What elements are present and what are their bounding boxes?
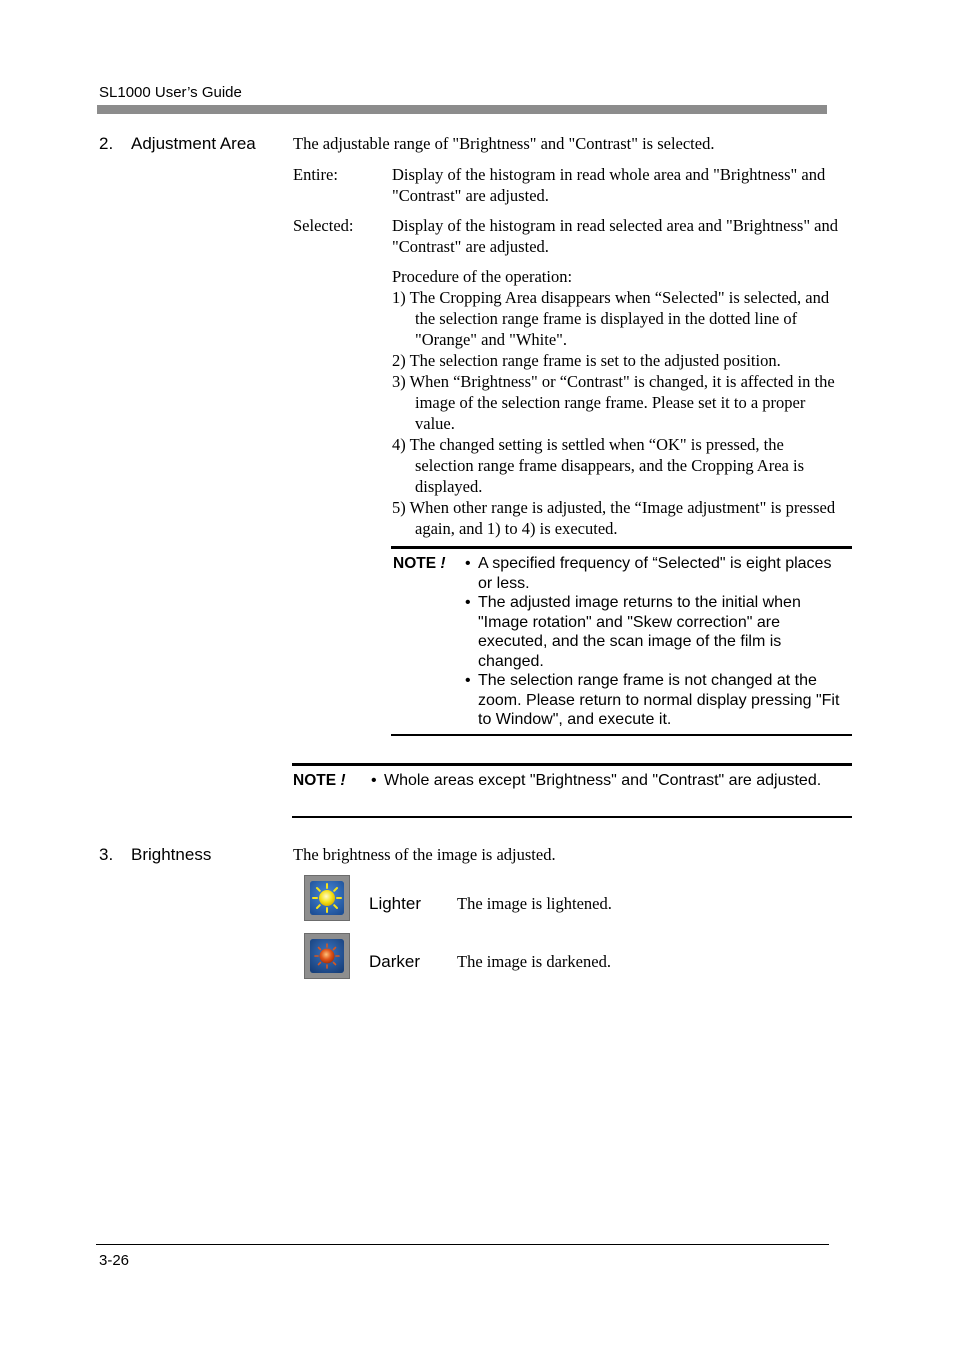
header-rule [97, 105, 827, 114]
section-3-number: 3. [99, 845, 114, 864]
procedure-step-2: 2) The selection range frame is set to the adjusted position. [392, 351, 781, 370]
inner-note-item: • The adjusted image returns to the initial when "Image rotation" and "Skew correction" are executed, and the scan image of the film is changed. [465, 594, 801, 670]
lighter-label: Lighter [369, 894, 421, 913]
footer-rule [96, 1244, 829, 1245]
darker-button[interactable] [304, 933, 350, 979]
procedure-heading: Procedure of the operation: [392, 267, 573, 286]
entire-description: Display of the histogram in read whole area and "Brightness" and "Contrast" are adjusted. [392, 165, 826, 205]
procedure-step-5: 5) When other range is adjusted, the “Image adjustment" is pressed again, and 1) to 4) is executed. [392, 498, 836, 538]
section-2-number: 2. [99, 134, 114, 153]
procedure-step-3: 3) When “Brightness" or “Contrast" is changed, it is affected in the image of the selection range frame. Please set it to a proper value. [392, 372, 835, 433]
section-2-intro: The adjustable range of "Brightness" and "Contrast" is selected. [293, 134, 715, 153]
section-3-title: Brightness [131, 845, 212, 864]
lighter-description: The image is lightened. [457, 894, 612, 913]
running-header: SL1000 User’s Guide [99, 84, 242, 101]
inner-note-list [465, 554, 840, 730]
sun-dark-icon [310, 939, 344, 973]
page-number: 3-26 [99, 1252, 130, 1269]
procedure-block [392, 266, 844, 539]
procedure-step-4: 4) The changed setting is settled when “OK" is pressed, the selection range frame disappears, and the Cropping Area is displayed. [392, 435, 804, 496]
section-2-title: Adjustment Area [131, 134, 256, 153]
sun-bright-icon [310, 881, 344, 915]
section-3-intro: The brightness of the image is adjusted. [293, 845, 556, 864]
entire-term: Entire: [293, 165, 338, 184]
selected-description: Display of the histogram in read selected area and "Brightness" and "Contrast" are adjusted. [392, 216, 838, 256]
inner-note-item: • A specified frequency of “Selected" is eight places or less. [465, 555, 832, 592]
inner-note-item: • The selection range frame is not changed at the zoom. Please return to normal display pressing "Fit to Window", and execute it. [465, 672, 840, 728]
outer-note-list [371, 771, 824, 791]
darker-label: Darker [369, 952, 421, 971]
lighter-button[interactable] [304, 875, 350, 921]
outer-note-label: NOTE ! [293, 772, 346, 789]
darker-description: The image is darkened. [457, 952, 611, 971]
selected-term: Selected: [293, 216, 354, 235]
outer-note-item: • Whole areas except "Brightness" and "Contrast" are adjusted. [371, 772, 822, 789]
procedure-step-1: 1) The Cropping Area disappears when “Selected" is selected, and the selection range frame is displayed in the dotted line of "Orange" and "White". [392, 288, 830, 349]
inner-note-label: NOTE ! [393, 555, 446, 572]
